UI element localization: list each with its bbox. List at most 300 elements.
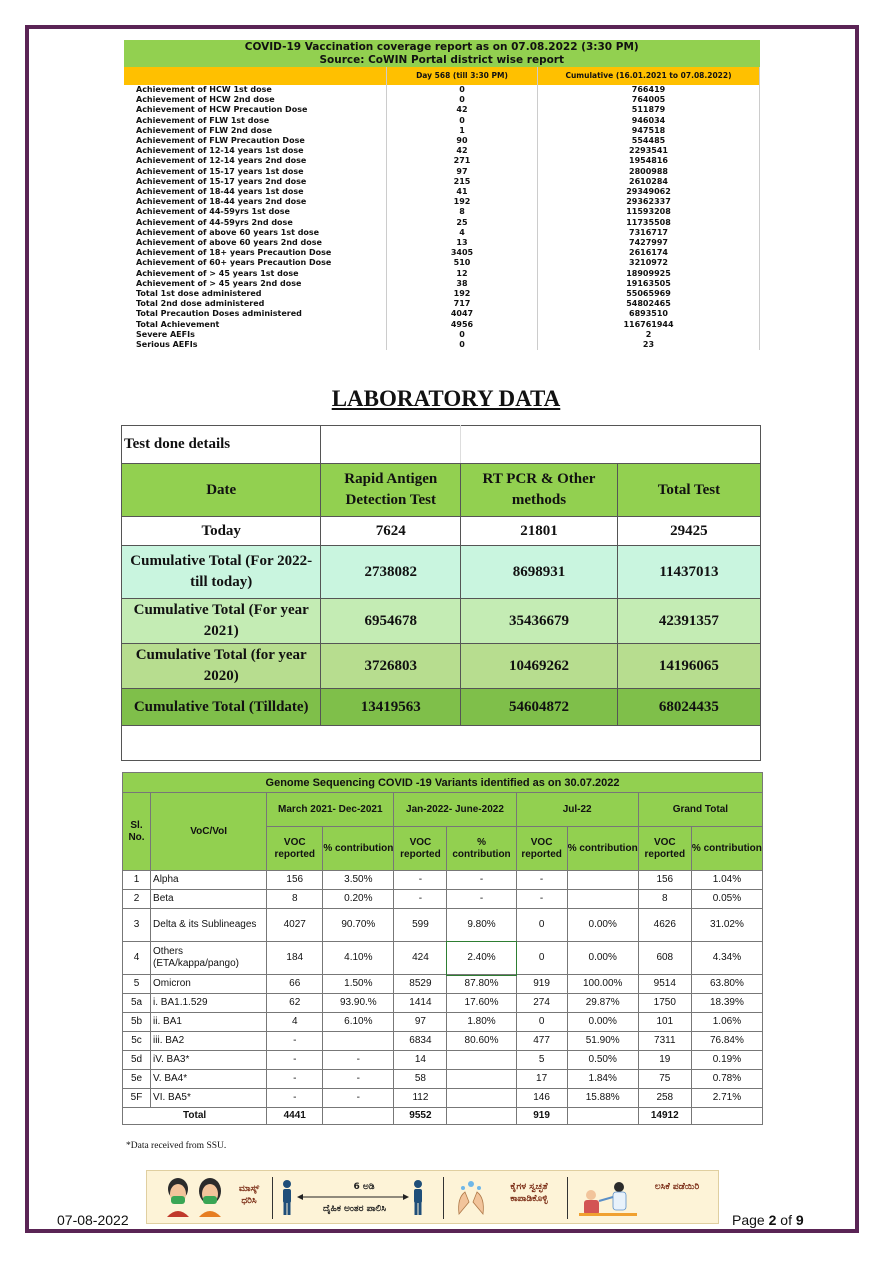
- genome-cell-pt: 1.04%: [691, 871, 762, 890]
- genome-cell-v2: 424: [394, 942, 447, 975]
- vaccination-row: [124, 126, 760, 136]
- genome-cell-name: i. BA1.1.529: [151, 994, 267, 1013]
- genome-title: Genome Sequencing COVID -19 Variants identified as on 30.07.2022: [123, 773, 763, 793]
- genome-cell-v2: 6834: [394, 1032, 447, 1051]
- genome-cell-p2: -: [447, 871, 516, 890]
- genome-cell-v2: -: [394, 871, 447, 890]
- vaccination-row: [124, 105, 760, 115]
- genome-cell-name: Alpha: [151, 871, 267, 890]
- vaccination-row-day: 271: [387, 156, 538, 166]
- genome-cell-v2: 58: [394, 1070, 447, 1089]
- vaccination-row-label: Achievement of > 45 years 1st dose: [124, 269, 387, 279]
- vaccination-row-cumulative: 29349062: [538, 187, 760, 197]
- vaccination-header-day: Day 568 (till 3:30 PM): [387, 67, 538, 85]
- vaccination-row-day: 25: [387, 218, 538, 228]
- vaccination-row: [124, 85, 760, 95]
- lab-header-rat: Rapid Antigen Detection Test: [321, 464, 461, 517]
- lab-row-label: Cumulative Total (For 2022- till today): [122, 546, 321, 599]
- lab-row-rtpcr: 8698931: [461, 546, 618, 599]
- genome-sub-voc: VOC reported: [516, 827, 567, 871]
- vaccination-row-cumulative: 1954816: [538, 156, 760, 166]
- genome-cell-p2: 80.60%: [447, 1032, 516, 1051]
- genome-cell-p1: 93.90.%: [323, 994, 394, 1013]
- genome-cell-v1: 62: [267, 994, 323, 1013]
- vaccination-header-cumulative: Cumulative (16.01.2021 to 07.08.2022): [538, 67, 760, 85]
- genome-header-period-2: Jan-2022- June-2022: [394, 793, 516, 827]
- vaccination-row-day: 13: [387, 238, 538, 248]
- vaccination-row-day: 42: [387, 146, 538, 156]
- banner-mask-text: ಮಾಸ್ಕ್ ಧರಿಸಿ: [238, 1184, 260, 1206]
- genome-cell-p1: 90.70%: [323, 909, 394, 942]
- genome-cell-v1: 4027: [267, 909, 323, 942]
- vaccination-row: [124, 197, 760, 207]
- genome-cell-vt: 75: [638, 1070, 691, 1089]
- vaccination-row-day: 90: [387, 136, 538, 146]
- genome-cell-sl: 5e: [123, 1070, 151, 1089]
- laboratory-table: [121, 425, 761, 761]
- genome-header-slno: Sl. No.: [123, 793, 151, 871]
- footnote: *Data received from SSU.: [126, 1141, 227, 1151]
- vaccination-row-day: 12: [387, 269, 538, 279]
- vaccination-row-cumulative: 11735508: [538, 218, 760, 228]
- lab-row-rat: 3726803: [321, 644, 461, 689]
- genome-cell-v3: 0: [516, 942, 567, 975]
- vaccination-row-cumulative: 18909925: [538, 269, 760, 279]
- genome-sub-pct: % contribution: [691, 827, 762, 871]
- genome-cell-v1: 184: [267, 942, 323, 975]
- lab-row-label: Cumulative Total (For year 2021): [122, 599, 321, 644]
- vaccination-row-label: Achievement of HCW 2nd dose: [124, 95, 387, 105]
- genome-cell-sl: 5: [123, 975, 151, 994]
- vaccination-row-label: Achievement of > 45 years 2nd dose: [124, 279, 387, 289]
- genome-row: [123, 1070, 763, 1089]
- vaccination-row-day: 3405: [387, 248, 538, 258]
- vaccination-row-day: 192: [387, 289, 538, 299]
- genome-cell-v3: 0: [516, 909, 567, 942]
- genome-cell-v2: -: [394, 890, 447, 909]
- genome-cell-v2: 112: [394, 1089, 447, 1108]
- vaccination-row-day: 1: [387, 126, 538, 136]
- genome-cell-sl: 3: [123, 909, 151, 942]
- vaccination-row-day: 38: [387, 279, 538, 289]
- vaccination-row-day: 717: [387, 299, 538, 309]
- genome-sub-pct: % contribution: [323, 827, 394, 871]
- vaccination-row-cumulative: 2800988: [538, 167, 760, 177]
- lab-row-rtpcr: 35436679: [461, 599, 618, 644]
- genome-cell-p1: 0.20%: [323, 890, 394, 909]
- genome-cell-vt: 608: [638, 942, 691, 975]
- genome-row: [123, 871, 763, 890]
- vaccination-row-cumulative: 116761944: [538, 320, 760, 330]
- vaccination-row-cumulative: 23: [538, 340, 760, 350]
- genome-cell-v1: -: [267, 1089, 323, 1108]
- vaccination-row-cumulative: 2610284: [538, 177, 760, 187]
- genome-header-grand-total: Grand Total: [638, 793, 762, 827]
- genome-cell-vt: 9514: [638, 975, 691, 994]
- laboratory-heading: LABORATORY DATA: [331, 386, 561, 411]
- vaccination-title-cell: [124, 40, 760, 67]
- genome-cell-v1: 66: [267, 975, 323, 994]
- vaccination-row-label: Achievement of 44-59yrs 1st dose: [124, 207, 387, 217]
- genome-cell-name: Beta: [151, 890, 267, 909]
- genome-total-row: [123, 1108, 763, 1125]
- lab-row-2022: [122, 546, 761, 599]
- page-current: 2: [768, 1212, 777, 1228]
- genome-cell-p3: 29.87%: [567, 994, 638, 1013]
- genome-cell-p3: 51.90%: [567, 1032, 638, 1051]
- genome-cell-v3: 17: [516, 1070, 567, 1089]
- vaccination-row-cumulative: 554485: [538, 136, 760, 146]
- covid-guidelines-banner: [146, 1170, 719, 1224]
- genome-cell-name: iii. BA2: [151, 1032, 267, 1051]
- genome-body: [123, 871, 763, 1108]
- genome-cell-p2: 2.40%: [447, 942, 516, 975]
- masked-face-icon: [197, 1177, 223, 1217]
- genome-cell-v2: 599: [394, 909, 447, 942]
- lab-row-total: 29425: [617, 517, 760, 546]
- vaccination-row: [124, 156, 760, 166]
- genome-cell-name: ii. BA1: [151, 1013, 267, 1032]
- genome-cell-name: V. BA4*: [151, 1070, 267, 1089]
- vaccination-title: COVID-19 Vaccination coverage report as on 07.08.2022 (3:30 PM): [244, 41, 639, 53]
- vaccination-row: [124, 187, 760, 197]
- genome-cell-sl: 5d: [123, 1051, 151, 1070]
- genome-cell-v2: 14: [394, 1051, 447, 1070]
- genome-cell-name: Delta & its Sublineages: [151, 909, 267, 942]
- genome-cell-name: iV. BA3*: [151, 1051, 267, 1070]
- genome-cell-v1: 4: [267, 1013, 323, 1032]
- vaccination-row-label: Achievement of above 60 years 1st dose: [124, 228, 387, 238]
- lab-header-rtpcr: RT PCR & Other methods: [461, 464, 618, 517]
- genome-cell-p3: 0.50%: [567, 1051, 638, 1070]
- vaccination-row: [124, 248, 760, 258]
- genome-cell-p3: [567, 871, 638, 890]
- lab-row-2020: [122, 644, 761, 689]
- vaccination-row-day: 510: [387, 258, 538, 268]
- genome-row: [123, 942, 763, 975]
- genome-cell-p1: 6.10%: [323, 1013, 394, 1032]
- vaccination-row: [124, 320, 760, 330]
- test-done-details: Test done details: [122, 426, 321, 464]
- vaccination-row: [124, 309, 760, 319]
- genome-cell-name: Others (ETA/kappa/pango): [151, 942, 267, 975]
- lab-row-label: Today: [122, 517, 321, 546]
- lab-row-total: 42391357: [617, 599, 760, 644]
- vaccination-row-label: Achievement of HCW 1st dose: [124, 85, 387, 95]
- genome-cell-v3: 274: [516, 994, 567, 1013]
- genome-sub-voc: VOC reported: [267, 827, 323, 871]
- vaccination-row: [124, 238, 760, 248]
- genome-cell-vt: 258: [638, 1089, 691, 1108]
- genome-header-voc: VoC/VoI: [151, 793, 267, 871]
- genome-table: [122, 772, 763, 1125]
- genome-row: [123, 1051, 763, 1070]
- banner-vaccine-text: ಲಸಿಕೆ ಪಡೆಯಿರಿ: [654, 1182, 700, 1192]
- genome-cell-vt: 156: [638, 871, 691, 890]
- genome-cell-v2: 8529: [394, 975, 447, 994]
- genome-total-vt: 14912: [638, 1108, 691, 1125]
- hand-wash-icon: [453, 1178, 489, 1218]
- double-arrow-icon: [297, 1193, 409, 1201]
- genome-cell-pt: 0.78%: [691, 1070, 762, 1089]
- genome-cell-p1: 3.50%: [323, 871, 394, 890]
- genome-cell-p1: -: [323, 1070, 394, 1089]
- vaccination-source: Source: CoWIN Portal district wise report: [319, 53, 565, 66]
- page-total: 9: [795, 1212, 804, 1228]
- vaccination-row: [124, 207, 760, 217]
- vaccination-row-cumulative: 7316717: [538, 228, 760, 238]
- genome-cell-p2: [447, 1089, 516, 1108]
- lab-row-total: 11437013: [617, 546, 760, 599]
- vaccination-row-day: 0: [387, 340, 538, 350]
- genome-cell-v3: 0: [516, 1013, 567, 1032]
- vaccination-row: [124, 258, 760, 268]
- vaccination-row-label: Achievement of HCW Precaution Dose: [124, 105, 387, 115]
- genome-total-v3: 919: [516, 1108, 567, 1125]
- footer-date: 07-08-2022: [57, 1212, 129, 1228]
- vaccination-row-label: Severe AEFIs: [124, 330, 387, 340]
- genome-cell-p2: 1.80%: [447, 1013, 516, 1032]
- vaccination-row-day: 0: [387, 85, 538, 95]
- vaccination-row-label: Achievement of FLW 2nd dose: [124, 126, 387, 136]
- lab-blank-1: [321, 426, 461, 464]
- vaccination-row: [124, 330, 760, 340]
- vaccination-row-day: 41: [387, 187, 538, 197]
- vaccination-row: [124, 177, 760, 187]
- genome-cell-v2: 1414: [394, 994, 447, 1013]
- genome-total-p2: [447, 1108, 516, 1125]
- vaccination-row: [124, 146, 760, 156]
- genome-cell-p3: 100.00%: [567, 975, 638, 994]
- genome-cell-name: Omicron: [151, 975, 267, 994]
- lab-row-label: Cumulative Total (Tilldate): [122, 689, 321, 726]
- genome-cell-pt: 63.80%: [691, 975, 762, 994]
- genome-sub-voc: VOC reported: [638, 827, 691, 871]
- vaccination-row: [124, 279, 760, 289]
- lab-row-total: 14196065: [617, 644, 760, 689]
- genome-cell-p3: [567, 890, 638, 909]
- genome-cell-v3: 146: [516, 1089, 567, 1108]
- vaccination-row-day: 0: [387, 116, 538, 126]
- genome-cell-p3: 0.00%: [567, 1013, 638, 1032]
- vaccination-row-label: Total 1st dose administered: [124, 289, 387, 299]
- banner-separator: [272, 1177, 273, 1219]
- genome-cell-pt: 31.02%: [691, 909, 762, 942]
- vaccination-row-cumulative: 7427997: [538, 238, 760, 248]
- genome-total-label: Total: [123, 1108, 267, 1125]
- lab-header-total: Total Test: [617, 464, 760, 517]
- vaccination-row-label: Achievement of FLW 1st dose: [124, 116, 387, 126]
- vaccination-row: [124, 289, 760, 299]
- genome-cell-v2: 97: [394, 1013, 447, 1032]
- person-icon: [280, 1179, 294, 1217]
- vaccination-row-cumulative: 2616174: [538, 248, 760, 258]
- genome-cell-sl: 5b: [123, 1013, 151, 1032]
- vaccination-row-label: Achievement of 15-17 years 1st dose: [124, 167, 387, 177]
- genome-cell-p1: 4.10%: [323, 942, 394, 975]
- lab-row-tilldate: [122, 689, 761, 726]
- vaccination-row: [124, 228, 760, 238]
- genome-cell-v1: 156: [267, 871, 323, 890]
- banner-distance-bottom: ದೈಹಿಕ ಅಂತರ ಪಾಲಿಸಿ: [322, 1204, 387, 1214]
- genome-cell-pt: 18.39%: [691, 994, 762, 1013]
- genome-cell-p2: [447, 1070, 516, 1089]
- genome-cell-p3: 0.00%: [567, 942, 638, 975]
- genome-cell-p2: 9.80%: [447, 909, 516, 942]
- genome-cell-p2: 17.60%: [447, 994, 516, 1013]
- vaccination-row-label: Achievement of 12-14 years 1st dose: [124, 146, 387, 156]
- vaccination-row-label: Serious AEFIs: [124, 340, 387, 350]
- vaccination-row-cumulative: 29362337: [538, 197, 760, 207]
- genome-cell-vt: 1750: [638, 994, 691, 1013]
- genome-row: [123, 909, 763, 942]
- vaccination-row-label: Total Precaution Doses administered: [124, 309, 387, 319]
- vaccination-row-cumulative: 511879: [538, 105, 760, 115]
- genome-row: [123, 890, 763, 909]
- banner-separator: [443, 1177, 444, 1219]
- genome-cell-vt: 4626: [638, 909, 691, 942]
- lab-row-label: Cumulative Total (for year 2020): [122, 644, 321, 689]
- vaccination-row-cumulative: 55065969: [538, 289, 760, 299]
- genome-sub-pct: % contribution: [447, 827, 516, 871]
- genome-cell-p3: 15.88%: [567, 1089, 638, 1108]
- genome-cell-sl: 4: [123, 942, 151, 975]
- genome-cell-vt: 19: [638, 1051, 691, 1070]
- lab-row-rat: 13419563: [321, 689, 461, 726]
- vaccination-row-day: 97: [387, 167, 538, 177]
- genome-row: [123, 994, 763, 1013]
- vaccination-row-cumulative: 2: [538, 330, 760, 340]
- vaccination-row-label: Achievement of 44-59yrs 2nd dose: [124, 218, 387, 228]
- lab-row-today: [122, 517, 761, 546]
- banner-hands-text: ಕೈಗಳ ಸ್ವಚ್ಛತೆ ಕಾಪಾಡಿಕೊಳ್ಳಿ: [510, 1182, 548, 1204]
- genome-cell-p2: [447, 1051, 516, 1070]
- genome-cell-v1: -: [267, 1070, 323, 1089]
- page-number: [732, 1212, 804, 1228]
- vaccination-row-cumulative: 54802465: [538, 299, 760, 309]
- genome-cell-v1: 8: [267, 890, 323, 909]
- genome-cell-sl: 5a: [123, 994, 151, 1013]
- genome-cell-v3: 919: [516, 975, 567, 994]
- vaccination-row-label: Achievement of 15-17 years 2nd dose: [124, 177, 387, 187]
- vaccination-row: [124, 269, 760, 279]
- vaccination-table: [124, 40, 760, 350]
- vaccination-row-label: Achievement of above 60 years 2nd dose: [124, 238, 387, 248]
- vaccination-row-day: 192: [387, 197, 538, 207]
- genome-cell-p1: -: [323, 1051, 394, 1070]
- genome-cell-p3: 1.84%: [567, 1070, 638, 1089]
- vaccination-row-day: 4: [387, 228, 538, 238]
- vaccination-row-label: Total 2nd dose administered: [124, 299, 387, 309]
- genome-cell-sl: 2: [123, 890, 151, 909]
- vaccination-row-cumulative: 19163505: [538, 279, 760, 289]
- genome-row: [123, 1089, 763, 1108]
- genome-cell-vt: 8: [638, 890, 691, 909]
- vaccination-row: [124, 95, 760, 105]
- genome-header-period-3: Jul-22: [516, 793, 638, 827]
- genome-total-v2: 9552: [394, 1108, 447, 1125]
- genome-cell-p1: 1.50%: [323, 975, 394, 994]
- vaccination-row-day: 42: [387, 105, 538, 115]
- genome-cell-pt: 0.19%: [691, 1051, 762, 1070]
- vaccination-header-blank: [124, 67, 387, 85]
- lab-blank-2: [461, 426, 618, 464]
- lab-header-date: Date: [122, 464, 321, 517]
- vaccination-row-cumulative: 764005: [538, 95, 760, 105]
- genome-total-pt: [691, 1108, 762, 1125]
- genome-cell-sl: 1: [123, 871, 151, 890]
- vaccination-body: [124, 85, 760, 350]
- vaccination-row: [124, 136, 760, 146]
- vaccination-row: [124, 218, 760, 228]
- genome-cell-v1: -: [267, 1032, 323, 1051]
- genome-sub-voc: VOC reported: [394, 827, 447, 871]
- vaccination-row-day: 8: [387, 207, 538, 217]
- lab-empty-row: [122, 726, 761, 761]
- genome-total-p3: [567, 1108, 638, 1125]
- lab-row-rat: 6954678: [321, 599, 461, 644]
- page-of: of: [780, 1212, 792, 1228]
- genome-total-v1: 4441: [267, 1108, 323, 1125]
- lab-row-rtpcr: 10469262: [461, 644, 618, 689]
- genome-header-period-1: March 2021- Dec-2021: [267, 793, 394, 827]
- genome-cell-pt: 76.84%: [691, 1032, 762, 1051]
- genome-cell-pt: 4.34%: [691, 942, 762, 975]
- genome-cell-vt: 7311: [638, 1032, 691, 1051]
- genome-cell-v3: 5: [516, 1051, 567, 1070]
- vaccination-row: [124, 340, 760, 350]
- vaccination-row-label: Achievement of FLW Precaution Dose: [124, 136, 387, 146]
- lab-row-rtpcr: 21801: [461, 517, 618, 546]
- genome-cell-pt: 1.06%: [691, 1013, 762, 1032]
- genome-cell-p1: -: [323, 1089, 394, 1108]
- genome-cell-v1: -: [267, 1051, 323, 1070]
- genome-cell-vt: 101: [638, 1013, 691, 1032]
- vaccination-row-day: 4047: [387, 309, 538, 319]
- vaccination-row-cumulative: 766419: [538, 85, 760, 95]
- vaccination-row-cumulative: 947518: [538, 126, 760, 136]
- genome-cell-pt: 0.05%: [691, 890, 762, 909]
- vaccination-row-day: 4956: [387, 320, 538, 330]
- vaccination-row-cumulative: 946034: [538, 116, 760, 126]
- genome-cell-p2: 87.80%: [447, 975, 516, 994]
- vaccination-row-day: 215: [387, 177, 538, 187]
- vaccination-row: [124, 299, 760, 309]
- lab-blank-3: [617, 426, 760, 464]
- genome-cell-p3: 0.00%: [567, 909, 638, 942]
- lab-row-rat: 2738082: [321, 546, 461, 599]
- vaccination-row-day: 0: [387, 330, 538, 340]
- vaccination-row-label: Achievement of 12-14 years 2nd dose: [124, 156, 387, 166]
- genome-cell-name: VI. BA5*: [151, 1089, 267, 1108]
- vaccination-row-cumulative: 3210972: [538, 258, 760, 268]
- vaccination-icon: [577, 1179, 641, 1219]
- genome-cell-v3: -: [516, 871, 567, 890]
- person-icon: [411, 1179, 425, 1217]
- genome-row: [123, 1013, 763, 1032]
- vaccination-row-label: Achievement of 18+ years Precaution Dose: [124, 248, 387, 258]
- vaccination-row-label: Achievement of 18-44 years 2nd dose: [124, 197, 387, 207]
- vaccination-row-day: 0: [387, 95, 538, 105]
- genome-cell-pt: 2.71%: [691, 1089, 762, 1108]
- genome-cell-sl: 5c: [123, 1032, 151, 1051]
- vaccination-row-label: Total Achievement: [124, 320, 387, 330]
- vaccination-row-cumulative: 2293541: [538, 146, 760, 156]
- lab-row-rat: 7624: [321, 517, 461, 546]
- vaccination-row-label: Achievement of 60+ years Precaution Dose: [124, 258, 387, 268]
- lab-row-rtpcr: 54604872: [461, 689, 618, 726]
- genome-row: [123, 975, 763, 994]
